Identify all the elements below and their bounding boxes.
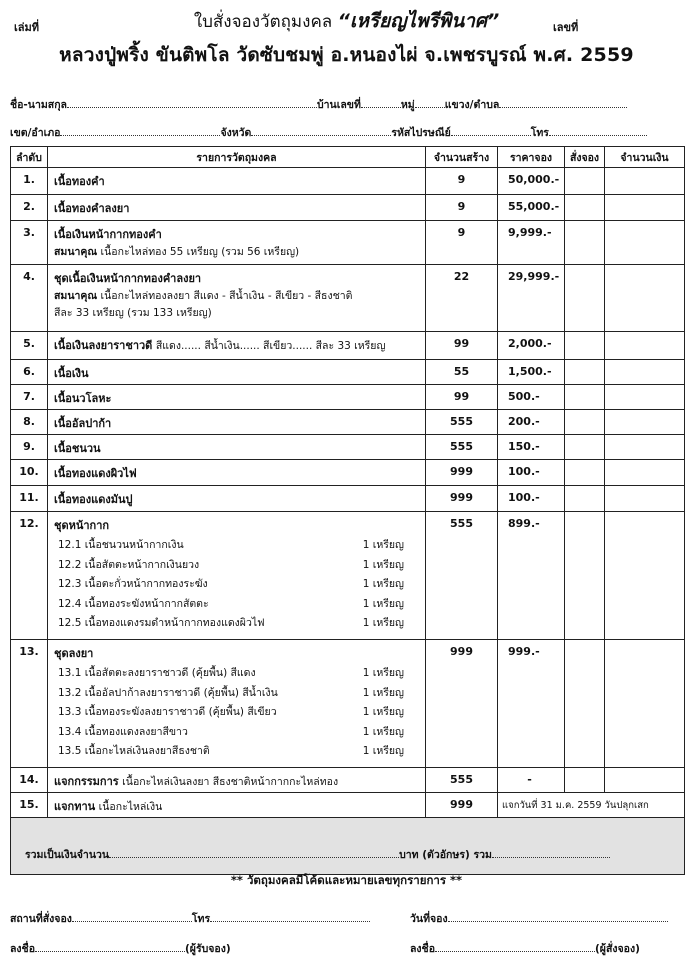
order-cell[interactable]: [565, 640, 605, 768]
item-qty: 9: [426, 195, 498, 221]
bonus-label: สมนาคุณ: [54, 290, 98, 302]
table-row: [11, 360, 685, 385]
item-price: 100.-: [498, 486, 565, 512]
row-number: 13.: [11, 640, 48, 768]
tel-field[interactable]: [549, 124, 647, 136]
row-number: 11.: [11, 486, 48, 512]
item-name: เนื้ออัลปาก้า: [54, 417, 112, 430]
table-header-row: [11, 147, 685, 168]
set-item-count: 1 เหรียญ: [362, 578, 404, 590]
name-label: ชื่อ-นามสกุล: [10, 99, 67, 111]
table-row: [11, 486, 685, 512]
district-field[interactable]: [60, 124, 220, 136]
set-item-label: 13.5 เนื้อกะไหล่เงินลงยาสีธงชาติ: [58, 745, 210, 757]
place-line: [10, 910, 370, 927]
table-row: [11, 168, 685, 195]
order-table: [10, 146, 685, 875]
row-number: 7.: [11, 385, 48, 410]
set-name: ชุดลงยา: [54, 647, 94, 660]
table-row: [11, 460, 685, 486]
table-row: [11, 768, 685, 793]
row-number: 3.: [11, 221, 48, 265]
row-number: 12.: [11, 512, 48, 640]
item-qty: 999: [426, 460, 498, 486]
amount-cell[interactable]: [605, 410, 685, 435]
table-row: [11, 435, 685, 460]
row-number: 2.: [11, 195, 48, 221]
customer-line-1: [10, 96, 682, 113]
item-price: 2,000.-: [498, 332, 565, 360]
item-price: 150.-: [498, 435, 565, 460]
total-label: รวมเป็นเงินจำนวน: [25, 848, 110, 861]
item-price: 200.-: [498, 410, 565, 435]
table-row: [11, 385, 685, 410]
item-qty: 555: [426, 768, 498, 793]
item-qty: 999: [426, 486, 498, 512]
set-item-label: 13.3 เนื้อทองระฆังลงยาราชาวดี (คุ้ยพื้น) สีเขียว: [58, 706, 277, 718]
set-item: [54, 664, 422, 684]
total-row: [11, 818, 685, 875]
bonus-text: เนื้อกะไหล่ทอง 55 เหรียญ (รวม 56 เหรียญ): [100, 246, 300, 258]
set-item-count: 1 เหรียญ: [362, 558, 404, 571]
amount-cell[interactable]: [605, 460, 685, 486]
item-qty: 999: [426, 640, 498, 768]
set-item-count: 1 เหรียญ: [362, 667, 404, 679]
item-desc: เนื้อกะไหล่เงินลงยา สีธงชาติหน้ากากกะไหล่ทอง: [122, 776, 339, 788]
set-item-label: 13.1 เนื้อสัตตะลงยาราชาวดี (คุ้ยพื้น) สีแดง: [58, 667, 256, 679]
set-name: ชุดหน้ากาก: [54, 519, 110, 532]
order-cell[interactable]: [565, 460, 605, 486]
amount-cell[interactable]: [605, 512, 685, 640]
table-row: [11, 410, 685, 435]
table-row-set-13: [11, 640, 685, 768]
row-number: 14.: [11, 768, 48, 793]
item-qty: 9: [426, 221, 498, 265]
item-name: เนื้อเงินลงยาราชาวดี: [54, 339, 153, 352]
row-number: 5.: [11, 332, 48, 360]
date-field[interactable]: [448, 910, 668, 922]
moo-field[interactable]: [415, 96, 445, 108]
footer-tel-label: โทร: [191, 913, 211, 925]
table-row: [11, 221, 685, 265]
set-item: [54, 742, 422, 762]
item-name: เนื้อทองคำ: [54, 175, 105, 188]
row-number: 1.: [11, 168, 48, 195]
receiver-sign-line: [10, 940, 231, 957]
date-label: วันที่จอง: [410, 913, 448, 925]
item-name: เนื้อเงินหน้ากากทองคำ: [54, 228, 162, 241]
order-cell[interactable]: [565, 435, 605, 460]
row-number: 8.: [11, 410, 48, 435]
item-price: 29,999.-: [498, 265, 565, 332]
distribution-note: แจกวันที่ 31 ม.ค. 2559 วันปลุกเสก: [498, 793, 685, 818]
footer-note: ** วัตถุมงคลมีโค้ดและหมายเลขทุกรายการ **: [230, 873, 463, 887]
bonus-text-2: สีละ 33 เหรียญ (รวม 133 เหรียญ): [54, 307, 212, 319]
bonus-text: เนื้อกะไหล่ทองลงยา สีแดง - สีน้ำเงิน - สีเขียว - สีธงชาติ: [100, 290, 353, 302]
order-cell[interactable]: [565, 512, 605, 640]
item-price: -: [498, 768, 565, 793]
set-item-label: 13.2 เนื้ออัลปาก้าลงยาราชาวดี (คุ้ยพื้น) สีน้ำเงิน: [58, 686, 278, 699]
set-item-label: 13.4 เนื้อทองแดงลงยาสีขาว: [58, 725, 188, 738]
item-price: 1,500.-: [498, 360, 565, 385]
amount-cell[interactable]: [605, 332, 685, 360]
set-item: [54, 575, 422, 595]
item-qty: 999: [426, 793, 498, 818]
district-label: เขต/อำเภอ: [10, 127, 61, 139]
bonus-label: สมนาคุณ: [54, 246, 98, 258]
order-cell[interactable]: [565, 486, 605, 512]
item-price: 100.-: [498, 460, 565, 486]
set-item-label: 12.2 เนื้อสัตตะหน้ากากเงินยวง: [58, 558, 200, 571]
item-name: เนื้อทองแดงผิวไฟ: [54, 467, 137, 480]
item-name: ชุดเนื้อเงินหน้ากากทองคำลงยา: [54, 272, 202, 285]
amount-cell[interactable]: [605, 385, 685, 410]
item-name: แจกกรรมการ: [54, 775, 119, 788]
form-subtitle: หลวงปู่พริ้ง ขันติพโล วัดซับชมพู่ อ.หนองไผ่ จ.เพชรบูรณ์ พ.ศ. 2559: [59, 44, 634, 66]
subdistrict-label: แขวง/ตำบล: [444, 99, 500, 111]
set-item: [54, 556, 422, 576]
row-number: 15.: [11, 793, 48, 818]
sum-field[interactable]: [492, 846, 610, 858]
row-number: 4.: [11, 265, 48, 332]
set-item-label: 12.1 เนื้อชนวนหน้ากากเงิน: [58, 539, 184, 551]
province-field[interactable]: [251, 124, 391, 136]
item-price: 999.-: [498, 640, 565, 768]
set-item-count: 1 เหรียญ: [362, 745, 404, 757]
place-label: สถานที่สั่งจอง: [10, 913, 72, 925]
row-number: 9.: [11, 435, 48, 460]
house-no-label: บ้านเลขที่: [317, 99, 361, 111]
baht-label: บาท (ตัวอักษร): [399, 848, 470, 861]
table-row: [11, 793, 685, 818]
item-qty: 22: [426, 265, 498, 332]
set-item-count: 1 เหรียญ: [362, 686, 404, 699]
set-item-count: 1 เหรียญ: [362, 725, 404, 738]
item-desc: เนื้อกะไหล่เงิน: [98, 801, 163, 813]
table-row: [11, 332, 685, 360]
set-item: [54, 614, 422, 634]
amount-cell[interactable]: [605, 221, 685, 265]
item-name: แจกทาน: [54, 800, 96, 813]
receiver-label: (ผู้รับจอง): [185, 943, 231, 955]
item-qty: 99: [426, 332, 498, 360]
row-number: 10.: [11, 460, 48, 486]
set-item: [54, 595, 422, 615]
orderer-label: (ผู้สั่งจอง): [595, 943, 640, 955]
amount-cell[interactable]: [605, 486, 685, 512]
number-label: เลขที่: [553, 21, 579, 34]
item-qty: 555: [426, 410, 498, 435]
volume-label: เล่มที่: [14, 21, 40, 34]
order-cell[interactable]: [565, 265, 605, 332]
amount-cell[interactable]: [605, 195, 685, 221]
date-line: [410, 910, 668, 927]
place-field[interactable]: [72, 910, 192, 922]
item-price: 9,999.-: [498, 221, 565, 265]
col-header-order: สั่งจอง: [565, 147, 605, 168]
item-qty: 555: [426, 435, 498, 460]
moo-label: หมู่: [400, 99, 415, 111]
tel-label: โทร: [530, 127, 549, 139]
subdistrict-field[interactable]: [499, 96, 627, 108]
item-qty: 9: [426, 168, 498, 195]
amount-cell[interactable]: [605, 768, 685, 793]
col-header-no: ลำดับ: [11, 147, 48, 168]
item-qty: 99: [426, 385, 498, 410]
set-item: [54, 723, 422, 743]
order-cell[interactable]: [565, 768, 605, 793]
item-price: 500.-: [498, 385, 565, 410]
item-name: เนื้อนวโลหะ: [54, 392, 112, 405]
item-name: เนื้อทองแดงมันปู: [54, 493, 133, 506]
orderer-sign-line: [410, 940, 640, 957]
postcode-label: รหัสไปรษณีย์: [391, 127, 451, 139]
col-header-qty: จำนวนสร้าง: [426, 147, 498, 168]
set-item: [54, 536, 422, 556]
item-qty: 555: [426, 512, 498, 640]
amount-cell[interactable]: [605, 265, 685, 332]
set-item-count: 1 เหรียญ: [362, 597, 404, 610]
order-cell[interactable]: [565, 332, 605, 360]
receiver-sign-field[interactable]: [35, 940, 185, 952]
set-item-count: 1 เหรียญ: [362, 539, 404, 551]
item-name: เนื้อทองคำลงยา: [54, 202, 130, 215]
amount-cell[interactable]: [605, 360, 685, 385]
set-item-count: 1 เหรียญ: [362, 706, 404, 718]
title-prefix: ใบสั่งจองวัตถุมงคล: [193, 12, 333, 32]
item-price: 899.-: [498, 512, 565, 640]
name-field[interactable]: [67, 96, 317, 108]
order-cell[interactable]: [565, 195, 605, 221]
col-header-amount: จำนวนเงิน: [605, 147, 685, 168]
set-item-label: 12.4 เนื้อทองระฆังหน้ากากสัตตะ: [58, 597, 209, 610]
amount-cell[interactable]: [605, 168, 685, 195]
order-cell[interactable]: [565, 360, 605, 385]
item-price: 50,000.-: [498, 168, 565, 195]
province-label: จังหวัด: [220, 127, 252, 139]
set-item-label: 12.3 เนื้อตะกั่วหน้ากากทองระฆัง: [58, 578, 208, 590]
table-row: [11, 195, 685, 221]
item-qty: 55: [426, 360, 498, 385]
item-colors: สีแดง...... สีน้ำเงิน...... สีเขียว...... สีละ 33 เหรียญ: [155, 340, 386, 352]
footer-tel-field[interactable]: [210, 910, 370, 922]
row-number: 6.: [11, 360, 48, 385]
order-cell[interactable]: [565, 385, 605, 410]
form-title: [0, 6, 693, 36]
receiver-sign-label: ลงชื่อ: [10, 943, 35, 955]
house-no-field[interactable]: [361, 96, 401, 108]
col-header-item: รายการวัตถุมงคล: [48, 147, 426, 168]
order-cell[interactable]: [565, 410, 605, 435]
set-item-label: 12.5 เนื้อทองแดงรมดำหน้ากากทองแดงผิวไฟ: [58, 617, 265, 629]
table-row-set-12: [11, 512, 685, 640]
set-item: [54, 703, 422, 723]
set-item-count: 1 เหรียญ: [362, 617, 404, 629]
amount-cell[interactable]: [605, 435, 685, 460]
item-name: เนื้อเงิน: [54, 367, 89, 380]
set-item: [54, 684, 422, 704]
total-amount-field[interactable]: [109, 846, 399, 858]
postcode-field[interactable]: [451, 124, 531, 136]
order-cell[interactable]: [565, 221, 605, 265]
table-row: [11, 265, 685, 332]
orderer-sign-field[interactable]: [435, 940, 595, 952]
item-name: เนื้อชนวน: [54, 442, 101, 455]
customer-line-2: [10, 124, 682, 141]
sum-label: รวม: [473, 848, 492, 861]
orderer-sign-label: ลงชื่อ: [410, 943, 435, 955]
col-header-price: ราคาจอง: [498, 147, 565, 168]
amount-cell[interactable]: [605, 640, 685, 768]
order-cell[interactable]: [565, 168, 605, 195]
item-price: 55,000.-: [498, 195, 565, 221]
coin-name: “เหรียญไพรีพินาศ”: [337, 10, 500, 32]
